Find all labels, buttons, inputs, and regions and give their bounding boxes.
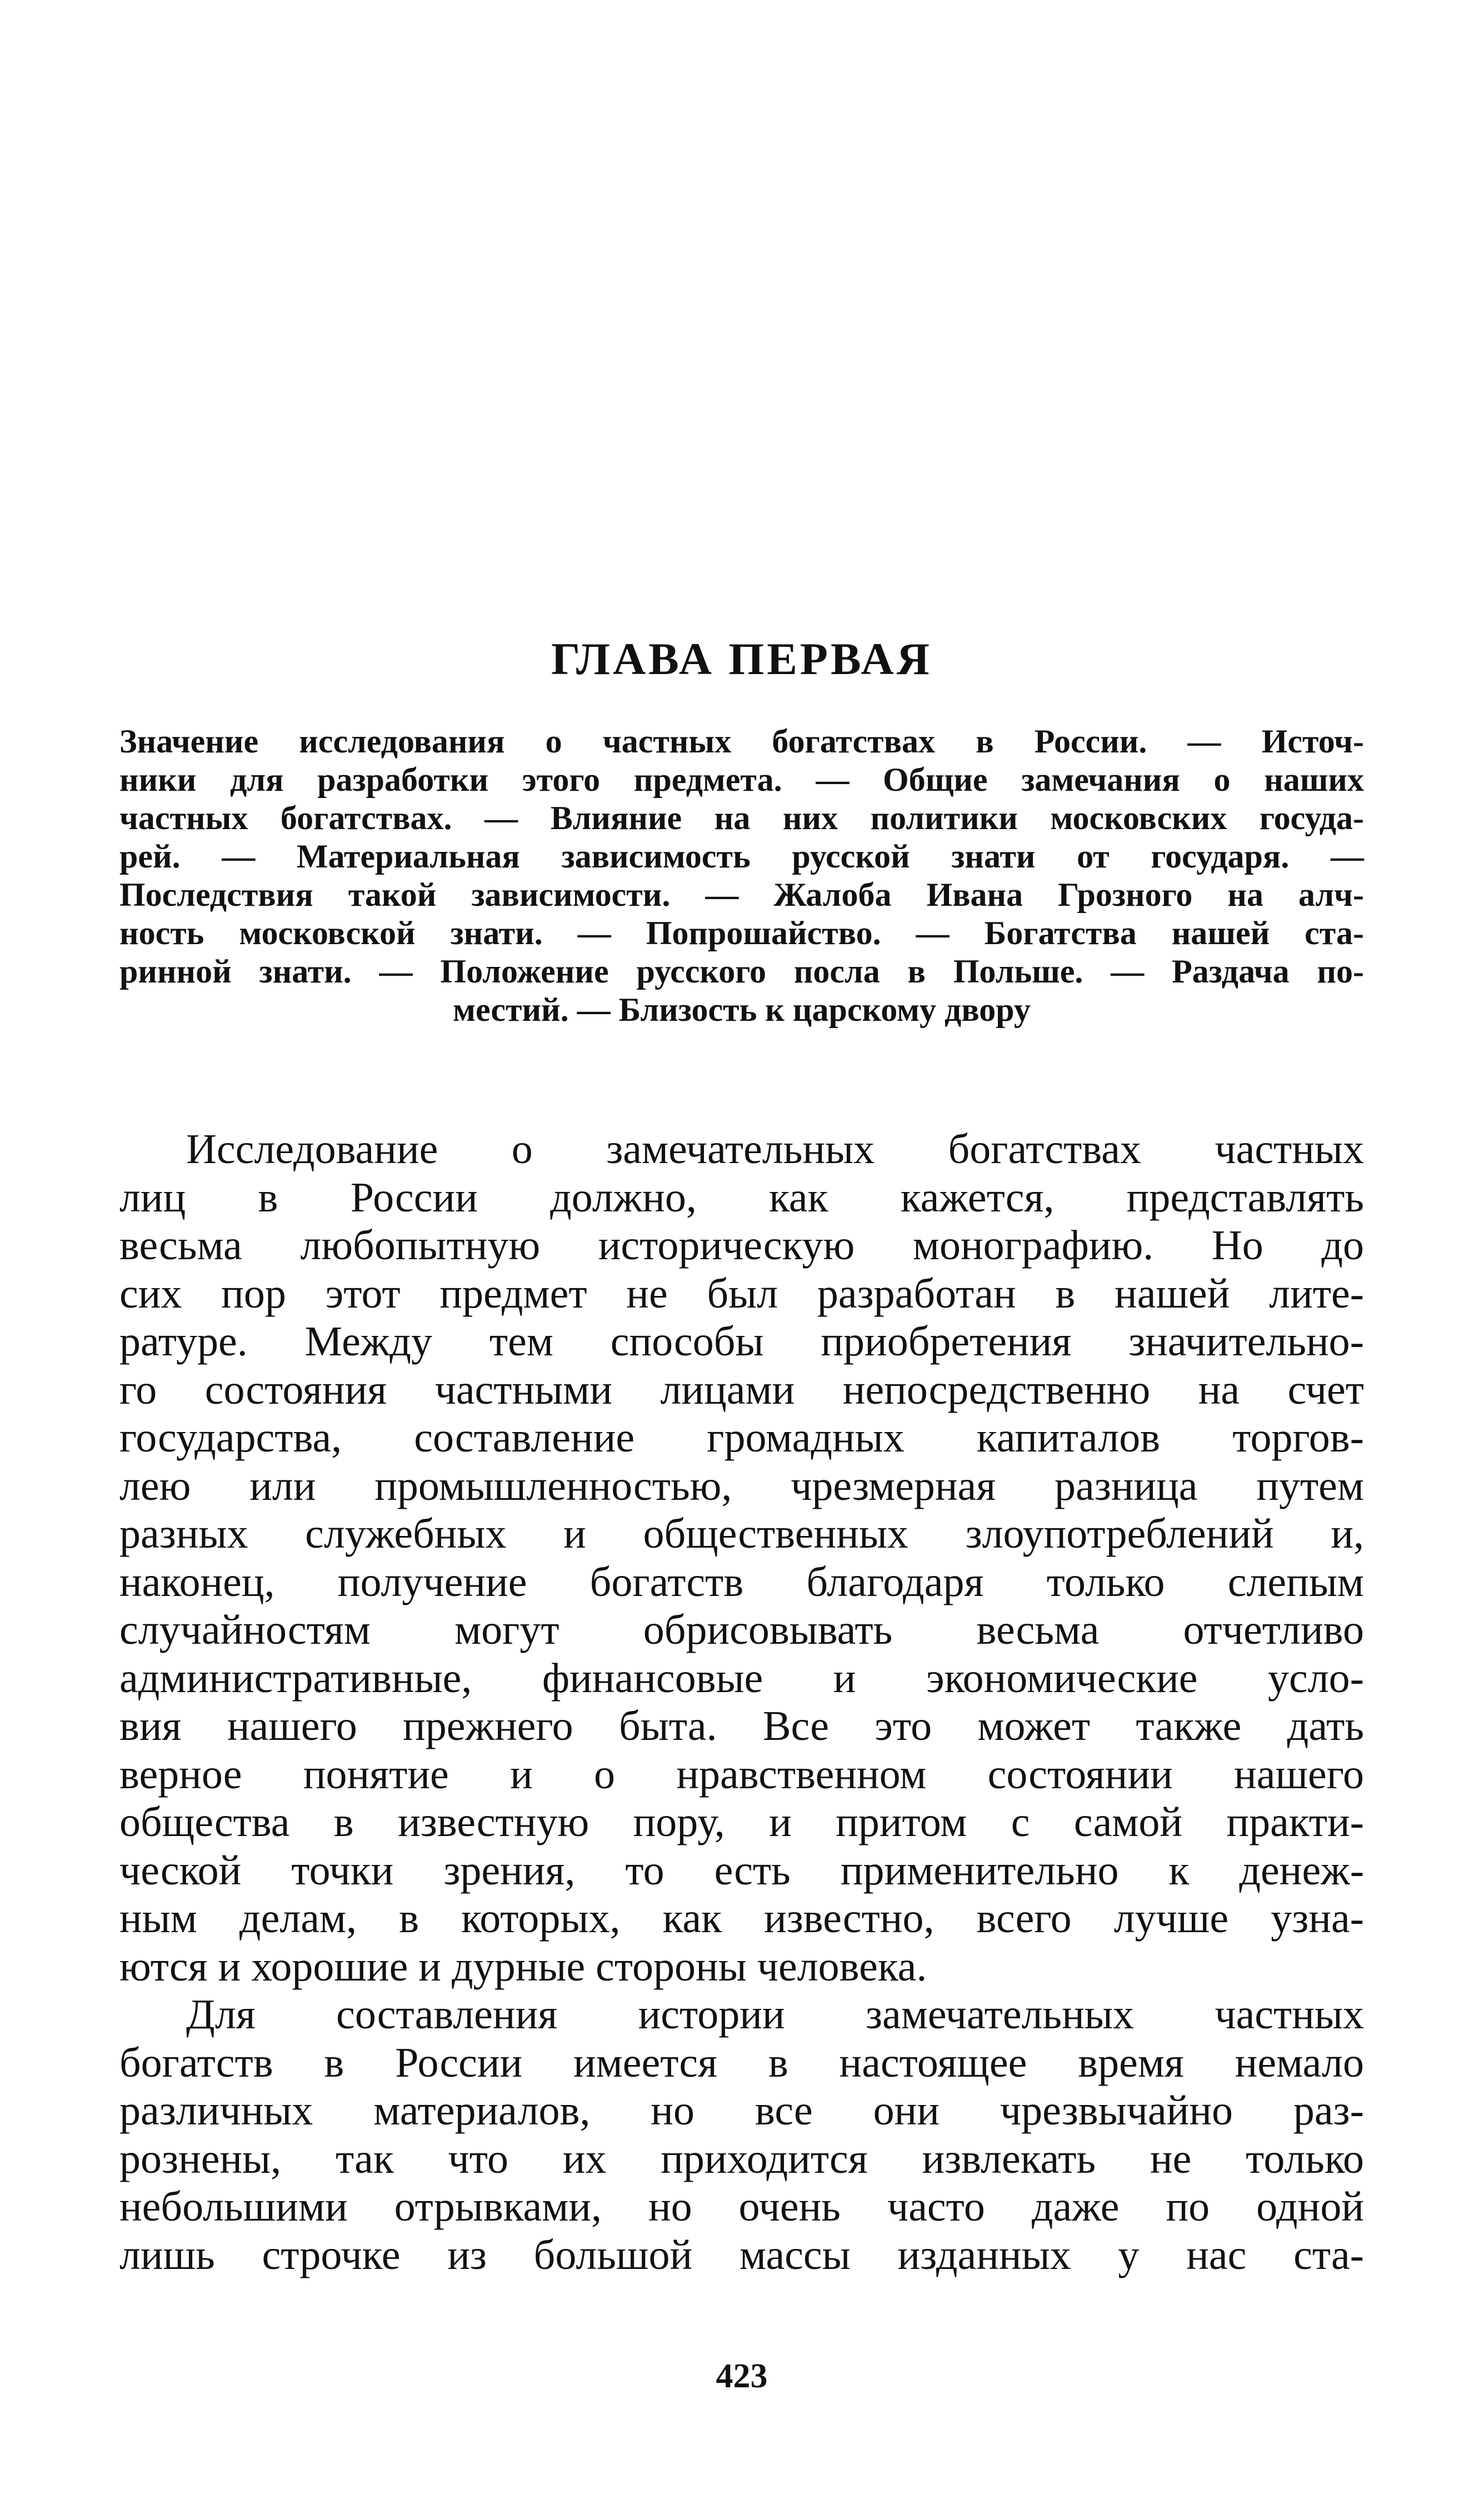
text-line: лишь строчке из большой массы изданных у нас ста- <box>119 2231 1364 2278</box>
text-line: сих пор этот предмет не был разработан в нашей лите- <box>119 1270 1364 1317</box>
text-line: административные, финансовые и экономические усло- <box>119 1654 1364 1702</box>
text-line: рознены, так что их приходится извлекать не только <box>119 2135 1364 2182</box>
text-line: вия нашего прежнего быта. Все это может также дать <box>119 1703 1364 1749</box>
summary-line: ринной знати. — Положение русского посла в Польше. — Раздача по- <box>119 953 1364 990</box>
text-line: государства, составление громадных капиталов торгов- <box>119 1414 1364 1461</box>
text-line: ческой точки зрения, то есть применительно к денеж- <box>119 1847 1364 1894</box>
text-line: общества в известную пору, и притом с самой практи- <box>119 1799 1364 1845</box>
text-line: лиц в России должно, как кажется, представлять <box>119 1174 1364 1221</box>
text-line: весьма любопытную историческую монографию. Но до <box>119 1222 1364 1269</box>
body-text <box>119 1125 1364 2279</box>
summary-line: Последствия такой зависимости. — Жалоба Ивана Грозного на алч- <box>119 876 1364 913</box>
summary-line: ность московской знати. — Попрошайство. — Богатства нашей ста- <box>119 915 1364 951</box>
text-line: небольшими отрывками, но очень часто даже по одной <box>119 2183 1364 2230</box>
text-line: ным делам, в которых, как известно, всего лучше узна- <box>119 1895 1364 1942</box>
summary-line: частных богатствах. — Влияние на них политики московских госуда- <box>119 800 1364 836</box>
text-line: Исследование о замечательных богатствах частных <box>186 1126 1364 1173</box>
text-line: лею или промышленностью, чрезмерная разница путем <box>119 1462 1364 1509</box>
text-line: богатств в России имеется в настоящее время немало <box>119 2039 1364 2086</box>
text-line: верное понятие и о нравственном состоянии нашего <box>119 1750 1364 1798</box>
text-line: ратуре. Между тем способы приобретения значительно- <box>119 1318 1364 1365</box>
text-line: случайностям могут обрисовывать весьма отчетливо <box>119 1607 1364 1653</box>
chapter-summary <box>119 722 1364 1029</box>
chapter-title: ГЛАВА ПЕРВАЯ <box>551 634 932 684</box>
page-number: 423 <box>716 2357 768 2395</box>
text-line: разных служебных и общественных злоупотреблений и, <box>119 1510 1364 1557</box>
summary-line: ники для разработки этого предмета. — Общие замечания о наших <box>119 761 1364 798</box>
summary-line: Значение исследования о частных богатствах в России. — Источ- <box>119 723 1364 760</box>
text-line: Для составления истории замечательных частных <box>186 1991 1364 2038</box>
summary-line: местий. — Близость к царскому двору <box>453 991 1031 1028</box>
text-line: различных материалов, но все они чрезвычайно раз- <box>119 2087 1364 2134</box>
summary-line: рей. — Материальная зависимость русской знати от государя. — <box>119 838 1364 875</box>
text-line: наконец, получение богатств благодаря только слепым <box>119 1558 1364 1605</box>
text-line: ются и хорошие и дурные стороны человека. <box>119 1943 927 1990</box>
text-line: го состояния частными лицами непосредственно на счет <box>119 1366 1364 1413</box>
